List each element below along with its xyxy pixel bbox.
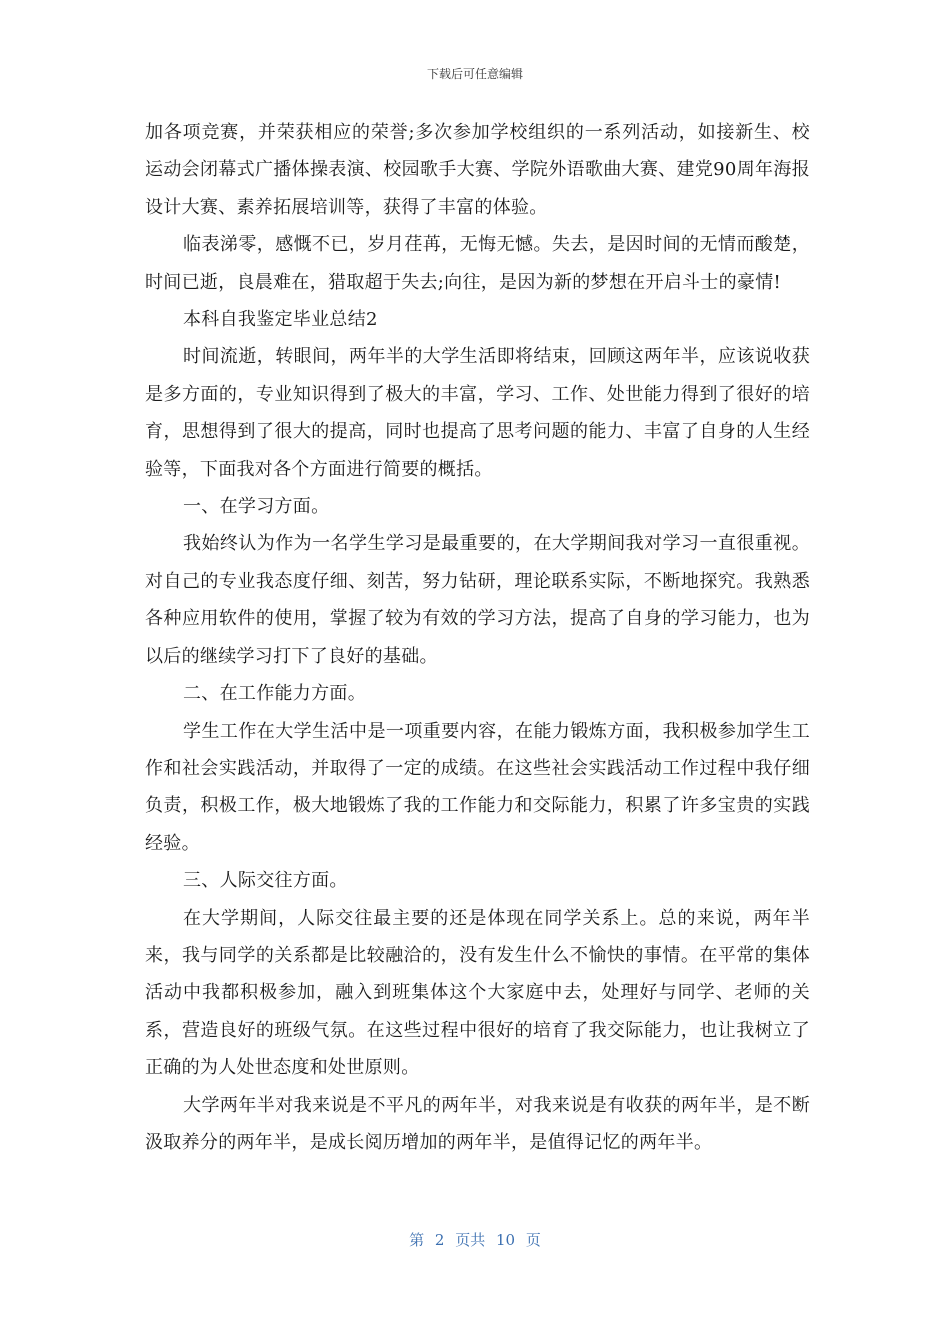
- section-title: 本科自我鉴定毕业总结2: [183, 309, 378, 331]
- page-number-footer: 第 2 页共 10 页: [409, 1231, 541, 1249]
- paragraph: 临表涕零，感慨不已，岁月荏苒，无悔无憾。失去，是因时间的无情而酸楚，时间已逝，良晨难在，猎取超于失去;向往，是因为新的梦想在开启斗士的豪情!: [145, 234, 810, 293]
- paragraph: 时间流逝，转眼间，两年半的大学生活即将结束，回顾这两年半，应该说收获是多方面的，专业知识得到了极大的丰富，学习、工作、处世能力得到了很好的培育，思想得到了很大的提高，同时也提高了思考问题的能力、丰富了自身的人生经验等，下面我对各个方面进行简要的概括。: [145, 346, 810, 480]
- section-heading-work: 二、在工作能力方面。: [183, 683, 366, 705]
- page-header: 下载后可任意编辑: [426, 67, 523, 81]
- section-heading-social: 三、人际交往方面。: [183, 870, 348, 892]
- paragraph: 在大学期间，人际交往最主要的还是体现在同学关系上。总的来说，两年半来，我与同学的关系都是比较融洽的，没有发生什么不愉快的事情。在平常的集体活动中我都积极参加，融入到班集体这个大家庭中去，处理好与同学、老师的关系，营造良好的班级气氛。在这些过程中很好的培育了我交际能力，也让我树立了正确的为人处世态度和处世原则。: [145, 907, 810, 1079]
- document-body: [145, 114, 810, 1161]
- paragraph: 我始终认为作为一名学生学习是最重要的，在大学期间我对学习一直很重视。对自己的专业我态度仔细、刻苦，努力钻研，理论联系实际，不断地探究。我熟悉各种应用软件的使用，掌握了较为有效的学习方法，提高了自身的学习能力，也为以后的继续学习打下了良好的基础。: [145, 533, 810, 667]
- paragraph: 学生工作在大学生活中是一项重要内容，在能力锻炼方面，我积极参加学生工作和社会实践活动，并取得了一定的成绩。在这些社会实践活动工作过程中我仔细负责，积极工作，极大地锻炼了我的工作能力和交际能力，积累了许多宝贵的实践经验。: [145, 720, 810, 854]
- section-heading-study: 一、在学习方面。: [183, 496, 330, 518]
- paragraph-continued: 加各项竞赛，并荣获相应的荣誉;多次参加学校组织的一系列活动，如接新生、校运动会闭幕式广播体操表演、校园歌手大赛、学院外语歌曲大赛、建党90周年海报设计大赛、素养拓展培训等，获得了丰富的体验。: [145, 122, 810, 218]
- paragraph: 大学两年半对我来说是不平凡的两年半，对我来说是有收获的两年半，是不断汲取养分的两年半，是成长阅历增加的两年半，是值得记忆的两年半。: [145, 1094, 810, 1153]
